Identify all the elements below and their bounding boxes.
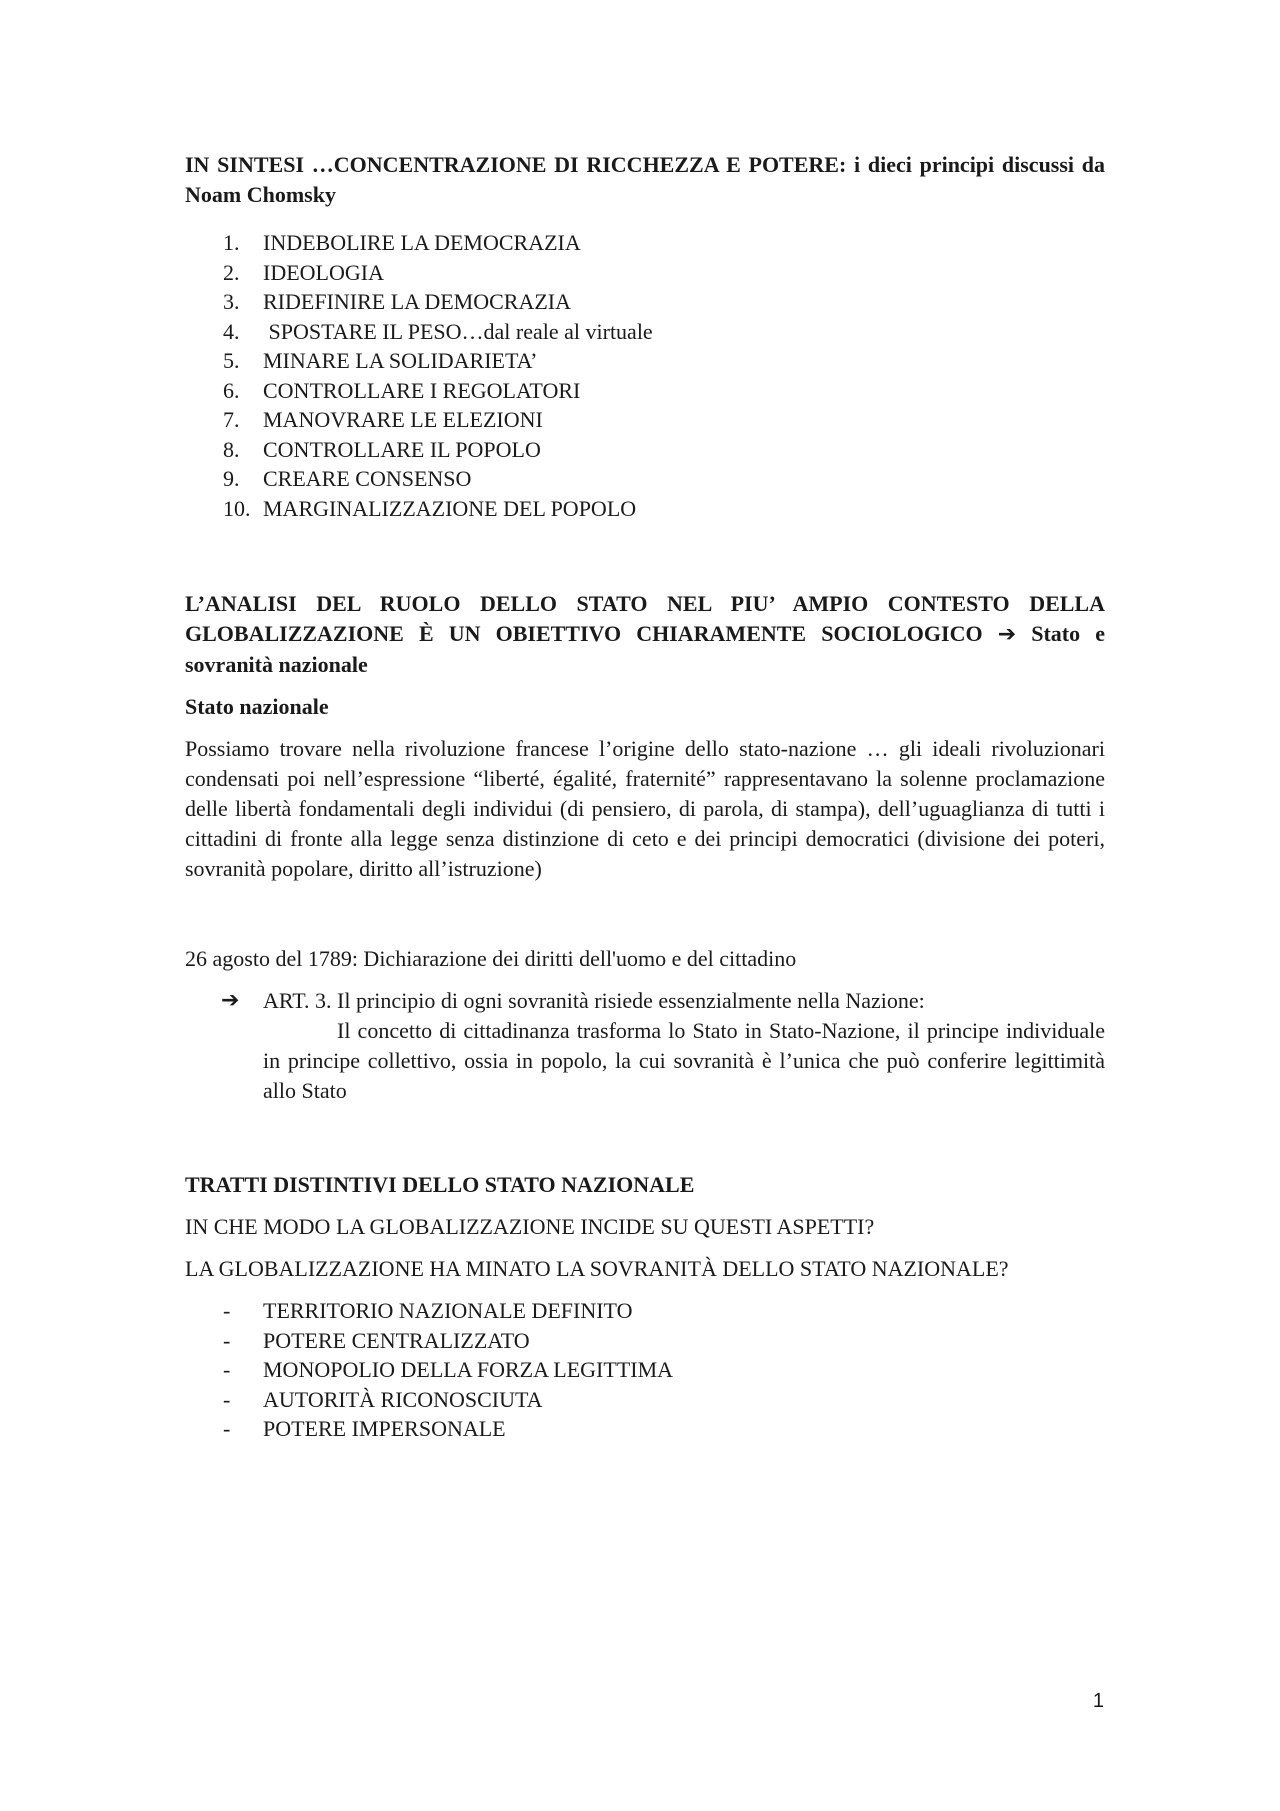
- list-item: [185, 494, 1105, 524]
- section-heading-traits: TRATTI DISTINTIVI DELLO STATO NAZIONALE: [185, 1172, 695, 1197]
- list-item: [185, 346, 1105, 376]
- list-text: CONTROLLARE IL POPOLO: [263, 436, 541, 462]
- list-text: MINARE LA SOLIDARIETA’: [263, 348, 538, 373]
- list-text: RIDEFINIRE LA DEMOCRAZIA: [263, 289, 571, 314]
- list-number: 5.: [223, 348, 240, 373]
- list-text: MONOPOLIO DELLA FORZA LEGITTIMA: [263, 1357, 674, 1382]
- subheading-stato-nazionale: Stato nazionale: [185, 694, 329, 719]
- dash-bullet: -: [223, 1327, 231, 1353]
- article-block: [185, 986, 1105, 1106]
- list-item: [185, 464, 1105, 494]
- page-number: 1: [1092, 1690, 1104, 1712]
- article-explanation: [263, 1016, 1105, 1106]
- heading-tail-text: Stato e sovranità nazionale: [185, 621, 1106, 677]
- list-text: MANOVRARE LE ELEZIONI: [263, 407, 543, 432]
- list-item: [185, 258, 1105, 288]
- question-sovereignty: LA GLOBALIZZAZIONE HA MINATO LA SOVRANITÀ DELLO STATO NAZIONALE?: [185, 1256, 1009, 1281]
- section-heading-state-analysis: [185, 589, 1105, 680]
- article-explanation-text: Il concetto di cittadinanza trasforma lo Stato in Stato-Nazione, il principe individuale in principe collettivo, ossia in popolo, la cui sovranità è l’unica che può conferire legittimità allo Stato: [263, 1018, 1105, 1103]
- list-text: TERRITORIO NAZIONALE DEFINITO: [263, 1298, 633, 1323]
- list-number: 1.: [223, 230, 240, 255]
- paragraph-french-revolution: Possiamo trovare nella rivoluzione francese l’origine dello stato-nazione … gli ideali rivoluzionari condensati poi nell’espressione “liberté, égalité, fraternité” rappresentavano la solenne proclamazione delle libertà fondamentali degli individui (di pensiero, di parola, di stampa), dell’uguaglianza di tutti i cittadini di fronte alla legge senza distinzione di ceto e dei principi democratici (divisione dei poteri, sovranità popolare, diritto all’istruzione): [185, 736, 1105, 881]
- dash-bullet: -: [223, 1386, 231, 1412]
- list-number: 4.: [223, 318, 240, 344]
- document-page: [185, 150, 1105, 1444]
- principles-list: [185, 228, 1105, 523]
- arrow-right-icon: ➔: [997, 622, 1017, 647]
- dash-bullet: -: [223, 1298, 231, 1323]
- list-text: POTERE CENTRALIZZATO: [263, 1327, 530, 1353]
- list-text: AUTORITÀ RICONOSCIUTA: [263, 1386, 543, 1412]
- list-item: [185, 376, 1105, 406]
- list-item: [185, 317, 1105, 347]
- article-line: ART. 3. Il principio di ogni sovranità risiede essenzialmente nella Nazione:: [263, 988, 925, 1013]
- traits-list: [185, 1296, 1105, 1444]
- list-number: 8.: [223, 436, 240, 462]
- list-item: [185, 1326, 1105, 1356]
- list-text: SPOSTARE IL PESO…dal reale al virtuale: [263, 318, 653, 344]
- list-item: [185, 287, 1105, 317]
- list-item: [185, 435, 1105, 465]
- list-text: CONTROLLARE I REGOLATORI: [263, 377, 581, 403]
- list-item: [185, 228, 1105, 258]
- list-item: [185, 1414, 1105, 1444]
- list-item: [185, 1296, 1105, 1326]
- arrow-right-icon: ➔: [221, 988, 240, 1013]
- list-number: 2.: [223, 259, 240, 285]
- list-text: INDEBOLIRE LA DEMOCRAZIA: [263, 230, 581, 255]
- list-item: [185, 1355, 1105, 1385]
- question-globalization-impact: IN CHE MODO LA GLOBALIZZAZIONE INCIDE SU QUESTI ASPETTI?: [185, 1214, 875, 1239]
- heading-main-text: L’ANALISI DEL RUOLO DELLO STATO NEL PIU’ AMPIO CONTESTO DELLA GLOBALIZZAZIONE È UN OBIETTIVO CHIARAMENTE SOCIOLOGICO: [185, 591, 1105, 646]
- dash-bullet: -: [223, 1357, 231, 1382]
- list-number: 3.: [223, 289, 240, 314]
- list-text: POTERE IMPERSONALE: [263, 1416, 506, 1441]
- list-text: MARGINALIZZAZIONE DEL POPOLO: [263, 495, 637, 521]
- list-number: 9.: [223, 466, 240, 491]
- list-number: 10.: [223, 495, 251, 521]
- list-number: 7.: [223, 407, 240, 432]
- list-text: CREARE CONSENSO: [263, 466, 472, 491]
- list-item: [185, 405, 1105, 435]
- dash-bullet: -: [223, 1416, 231, 1441]
- list-number: 6.: [223, 377, 240, 403]
- section-heading-chomsky: IN SINTESI …CONCENTRAZIONE DI RICCHEZZA E POTERE: i dieci principi discussi da Noam Chomsky: [185, 152, 1105, 207]
- list-item: [185, 1385, 1105, 1415]
- list-text: IDEOLOGIA: [263, 259, 384, 285]
- date-declaration-line: 26 agosto del 1789: Dichiarazione dei diritti dell'uomo e del cittadino: [185, 946, 797, 971]
